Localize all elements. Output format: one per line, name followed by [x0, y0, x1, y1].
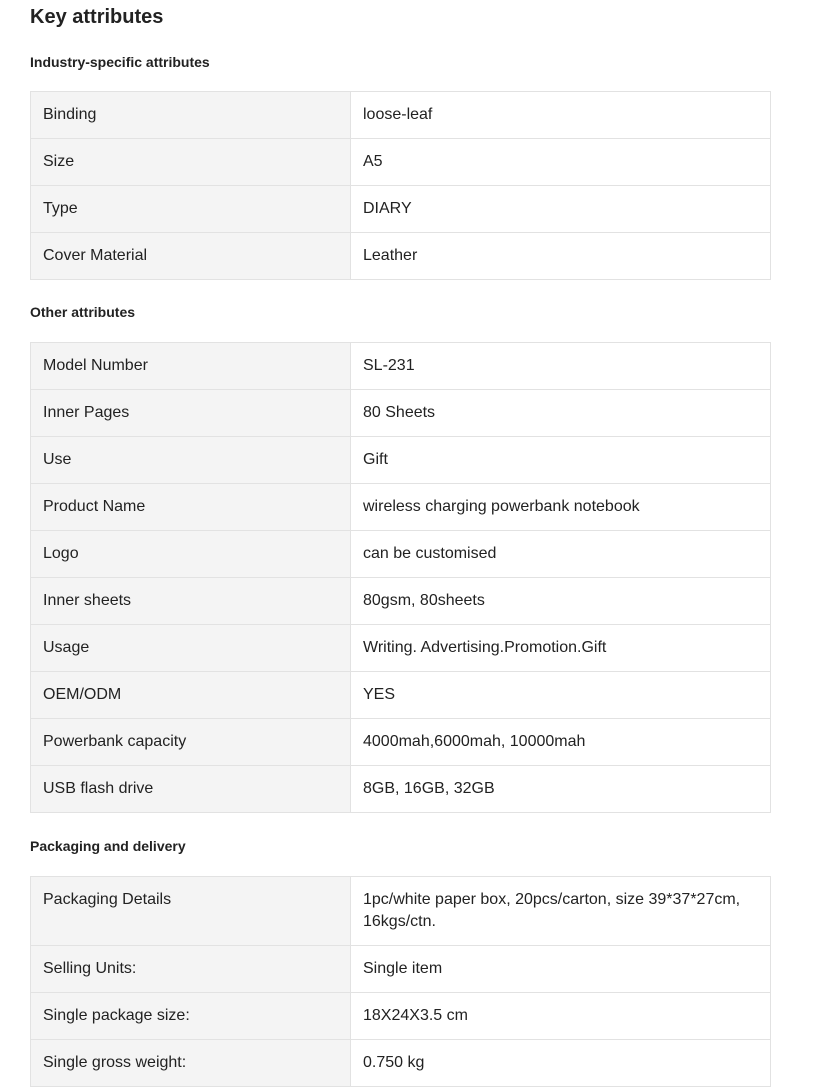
attribute-key: Powerbank capacity [31, 719, 351, 766]
table-row [31, 993, 771, 1040]
attribute-key: Single package size: [31, 993, 351, 1040]
attribute-key: Selling Units: [31, 946, 351, 993]
attribute-key: Model Number [31, 343, 351, 390]
page-title: Key attributes [30, 6, 164, 28]
table-row [31, 233, 771, 280]
attribute-value: 4000mah,6000mah, 10000mah [351, 719, 771, 766]
attribute-key: Use [31, 437, 351, 484]
table-row [31, 946, 771, 993]
attribute-key: Product Name [31, 484, 351, 531]
section-packaging-delivery [30, 837, 771, 855]
table-row [31, 578, 771, 625]
attribute-value: 80gsm, 80sheets [351, 578, 771, 625]
table-row [31, 1040, 771, 1087]
attribute-value: YES [351, 672, 771, 719]
attribute-key: Cover Material [31, 233, 351, 280]
key-attributes-panel [30, 0, 771, 1071]
table-row [31, 343, 771, 390]
table-row [31, 139, 771, 186]
packaging-attributes-table [30, 876, 771, 1087]
attribute-value: A5 [351, 139, 771, 186]
section-title: Packaging and delivery [30, 838, 186, 854]
attribute-key: USB flash drive [31, 766, 351, 813]
section-title: Other attributes [30, 304, 136, 320]
attribute-value: 18X24X3.5 cm [351, 993, 771, 1040]
table-row [31, 719, 771, 766]
table-row [31, 877, 771, 946]
table-row [31, 390, 771, 437]
attribute-value: DIARY [351, 186, 771, 233]
attribute-key: Usage [31, 625, 351, 672]
attribute-key: Size [31, 139, 351, 186]
attribute-key: Type [31, 186, 351, 233]
attribute-value: 0.750 kg [351, 1040, 771, 1087]
attribute-key: Inner sheets [31, 578, 351, 625]
attribute-value: Writing. Advertising.Promotion.Gift [351, 625, 771, 672]
attribute-value: 80 Sheets [351, 390, 771, 437]
section-title: Industry-specific attributes [30, 54, 210, 70]
other-attributes-table [30, 342, 771, 813]
attribute-value: Gift [351, 437, 771, 484]
attribute-key: Packaging Details [31, 877, 351, 946]
attribute-value: loose-leaf [351, 92, 771, 139]
table-row [31, 672, 771, 719]
table-row [31, 531, 771, 578]
attribute-value: wireless charging powerbank notebook [351, 484, 771, 531]
attribute-key: Single gross weight: [31, 1040, 351, 1087]
table-row [31, 625, 771, 672]
table-row [31, 766, 771, 813]
table-row [31, 437, 771, 484]
section-other [30, 303, 771, 321]
table-row [31, 92, 771, 139]
attribute-key: Logo [31, 531, 351, 578]
attribute-value: 1pc/white paper box, 20pcs/carton, size 39*37*27cm, 16kgs/ctn. [351, 877, 771, 946]
attribute-value: Single item [351, 946, 771, 993]
attribute-value: SL-231 [351, 343, 771, 390]
attribute-key: Binding [31, 92, 351, 139]
attribute-value: can be customised [351, 531, 771, 578]
attribute-key: OEM/ODM [31, 672, 351, 719]
attribute-value: Leather [351, 233, 771, 280]
attribute-value: 8GB, 16GB, 32GB [351, 766, 771, 813]
section-industry-specific [30, 53, 771, 71]
attribute-key: Inner Pages [31, 390, 351, 437]
industry-attributes-table [30, 91, 771, 280]
table-row [31, 484, 771, 531]
table-row [31, 186, 771, 233]
